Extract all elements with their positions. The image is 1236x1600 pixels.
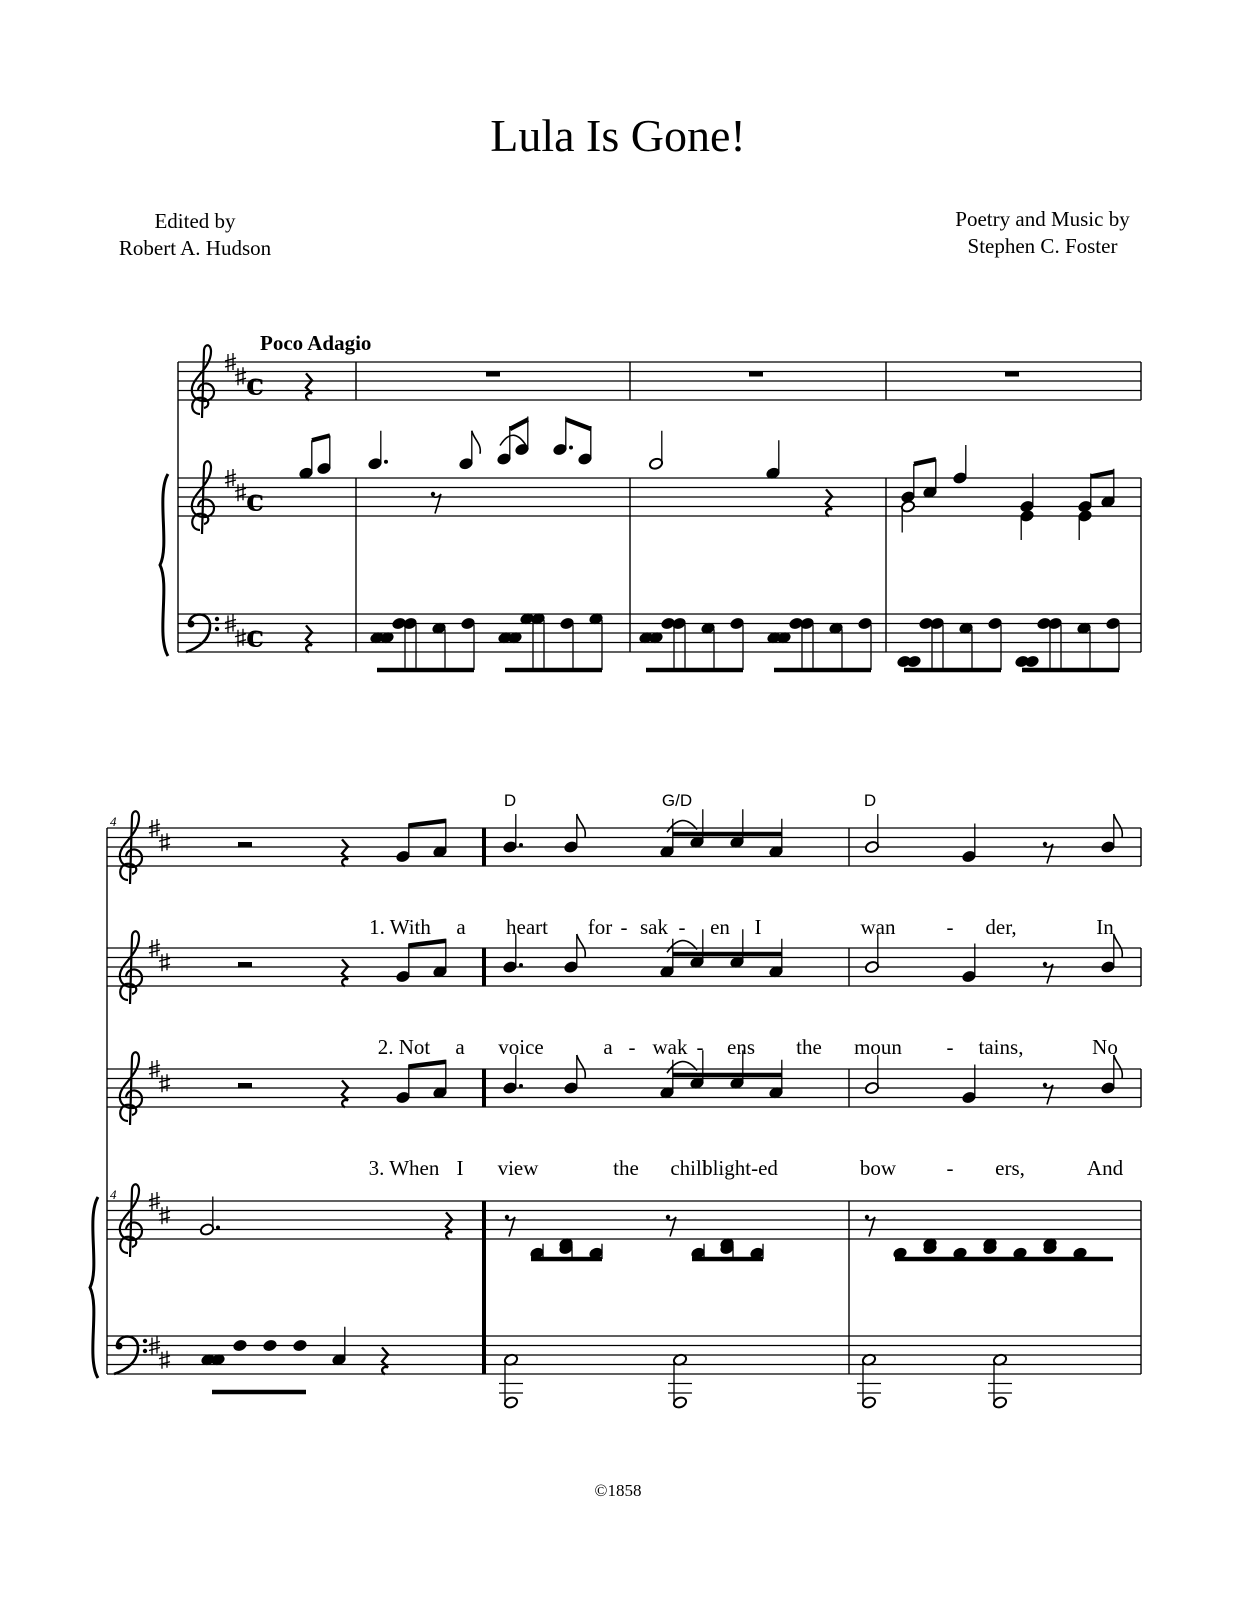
slur xyxy=(667,821,697,833)
bass-clef-dot xyxy=(143,1339,147,1343)
lyric-syllable: - xyxy=(628,1035,636,1059)
lyric-syllable: No xyxy=(1092,1035,1118,1059)
bass-clef-dot xyxy=(116,1343,123,1350)
measure-number: 4 xyxy=(110,1187,117,1202)
note-dot xyxy=(216,1226,220,1230)
note-flag xyxy=(577,934,586,957)
eighth-rest xyxy=(866,1217,875,1237)
sharp-accidental xyxy=(235,367,246,385)
lyric-syllable: wak xyxy=(652,1035,688,1059)
quarter-rest xyxy=(342,1080,348,1107)
note-beam xyxy=(1091,472,1114,477)
half-rest xyxy=(238,842,252,847)
whole-rest xyxy=(749,372,763,377)
note-head xyxy=(906,655,921,668)
note-dot xyxy=(519,963,523,967)
note-head xyxy=(857,617,872,630)
piano-brace xyxy=(90,1197,98,1378)
note-head xyxy=(262,1339,277,1352)
lyric-syllable: moun xyxy=(854,1035,902,1059)
eighth-rest-dot xyxy=(865,1215,869,1219)
eighth-rest-dot xyxy=(431,492,435,496)
note-head xyxy=(1105,617,1120,630)
lyric-syllable: 2. Not xyxy=(377,1035,431,1059)
treble-clef xyxy=(120,1184,142,1257)
lyric-syllable: a xyxy=(455,1035,465,1059)
note-head xyxy=(460,617,475,630)
editor-label: Edited by xyxy=(154,209,236,233)
eighth-rest xyxy=(667,1217,676,1237)
lyric-syllable: In xyxy=(1096,915,1114,939)
lyric-syllable: wan xyxy=(860,915,896,939)
note-head xyxy=(992,1396,1007,1409)
lyric-syllable: ers, xyxy=(995,1156,1025,1180)
note-beam xyxy=(409,821,446,826)
time-signature: c xyxy=(246,367,265,403)
note-head xyxy=(1024,655,1039,668)
lyric-syllable: view xyxy=(497,1156,539,1180)
note-head xyxy=(729,617,744,630)
sharp-accidental xyxy=(159,1351,170,1369)
note-beam xyxy=(409,941,446,946)
note-dot xyxy=(519,1084,523,1088)
lyric-syllable: en xyxy=(710,915,730,939)
chord-symbol: G/D xyxy=(661,791,693,810)
chord-symbol: D xyxy=(503,791,517,810)
eighth-rest xyxy=(432,494,441,514)
time-signature: c xyxy=(246,483,265,519)
note-beam xyxy=(566,420,591,430)
sharp-accidental xyxy=(235,483,246,501)
time-signature: c xyxy=(246,619,265,655)
note-head xyxy=(559,617,574,630)
chord-symbol: D xyxy=(863,791,877,810)
half-rest xyxy=(238,962,252,967)
note-dot xyxy=(519,843,523,847)
lyric-syllable: tains, xyxy=(978,1035,1024,1059)
lyric-syllable: a xyxy=(603,1035,613,1059)
lyric-syllable: the xyxy=(613,1156,639,1180)
slur xyxy=(667,941,697,953)
eighth-rest-dot xyxy=(666,1215,670,1219)
sharp-accidental xyxy=(235,629,246,647)
sharp-accidental xyxy=(159,1206,170,1224)
quarter-rest xyxy=(342,959,348,986)
eighth-rest-dot xyxy=(505,1215,509,1219)
note-beam xyxy=(312,436,330,441)
tempo-marking: Poco Adagio xyxy=(260,331,372,355)
lyric-syllable: for xyxy=(587,915,613,939)
note-head xyxy=(672,1396,687,1409)
lyric-syllable: sak xyxy=(640,915,668,939)
half-rest xyxy=(238,1083,252,1088)
quarter-rest xyxy=(306,373,312,400)
lyric-syllable: the xyxy=(796,1035,822,1059)
note-head xyxy=(292,1339,307,1352)
lyric-syllable: I xyxy=(456,1156,464,1180)
eighth-rest-dot xyxy=(1043,962,1047,966)
sharp-accidental xyxy=(159,953,170,971)
lyric-syllable: 3. When xyxy=(368,1156,440,1180)
note-beam xyxy=(510,420,528,430)
lyric-syllable: 1. With xyxy=(369,915,431,939)
lyric-syllable: a xyxy=(456,915,466,939)
note-flag xyxy=(1114,814,1123,837)
note-head xyxy=(503,1396,518,1409)
quarter-rest xyxy=(382,1347,388,1374)
note-flag xyxy=(577,1055,586,1078)
treble-clef xyxy=(192,345,214,418)
editor-name: Robert A. Hudson xyxy=(118,236,272,260)
piano-brace xyxy=(160,474,168,656)
slur xyxy=(667,1062,697,1074)
eighth-rest xyxy=(1044,844,1053,864)
lyric-syllable: bow xyxy=(859,1156,897,1180)
note-beam xyxy=(409,1062,446,1067)
page-title: Lula Is Gone! xyxy=(490,110,746,161)
lyric-syllable: - xyxy=(946,1156,954,1180)
quarter-rest xyxy=(826,489,832,516)
copyright-notice: ©1858 xyxy=(594,1481,642,1500)
lyric-syllable: - xyxy=(946,1035,954,1059)
quarter-rest xyxy=(306,625,312,652)
note-flag xyxy=(472,431,481,454)
sharp-accidental xyxy=(159,1074,170,1092)
lyric-syllable: - xyxy=(696,1035,704,1059)
treble-clef xyxy=(120,811,142,884)
lyric-syllable: heart xyxy=(506,915,548,939)
note-flag xyxy=(577,814,586,837)
lyric-syllable: ens xyxy=(727,1035,755,1059)
lyric-syllable: - xyxy=(678,915,686,939)
lyric-syllable: chill xyxy=(670,1156,708,1180)
eighth-rest-dot xyxy=(1043,842,1047,846)
note-head xyxy=(861,1396,876,1409)
bass-clef-dot xyxy=(188,621,195,628)
lyric-syllable: And xyxy=(1086,1156,1124,1180)
bass-clef-dot xyxy=(143,1349,147,1353)
eighth-rest xyxy=(1044,964,1053,984)
lyric-syllable: - xyxy=(946,915,954,939)
lyric-syllable: voice xyxy=(498,1035,544,1059)
eighth-rest xyxy=(506,1217,515,1237)
composer-name: Stephen C. Foster xyxy=(967,234,1118,258)
whole-rest xyxy=(486,372,500,377)
lyric-syllable: blight-ed xyxy=(702,1156,778,1180)
whole-rest xyxy=(1005,372,1019,377)
measure-number: 4 xyxy=(110,814,117,829)
note-flag xyxy=(1114,934,1123,957)
treble-clef xyxy=(192,461,214,534)
bass-clef-dot xyxy=(215,617,219,621)
bass-clef-dot xyxy=(215,627,219,631)
eighth-rest xyxy=(1044,1085,1053,1105)
lyric-syllable: - xyxy=(620,915,628,939)
note-head xyxy=(987,617,1002,630)
quarter-rest xyxy=(342,839,348,866)
note-head xyxy=(232,1339,247,1352)
eighth-rest-dot xyxy=(1043,1083,1047,1087)
treble-clef xyxy=(120,1052,142,1125)
lyric-syllable: I xyxy=(754,915,762,939)
note-dot xyxy=(569,446,573,450)
composer-label: Poetry and Music by xyxy=(955,207,1130,231)
note-beam xyxy=(914,459,936,464)
sharp-accidental xyxy=(159,833,170,851)
treble-clef xyxy=(120,931,142,1004)
lyric-syllable: der, xyxy=(985,915,1017,939)
quarter-rest xyxy=(446,1212,452,1239)
note-dot xyxy=(384,460,388,464)
